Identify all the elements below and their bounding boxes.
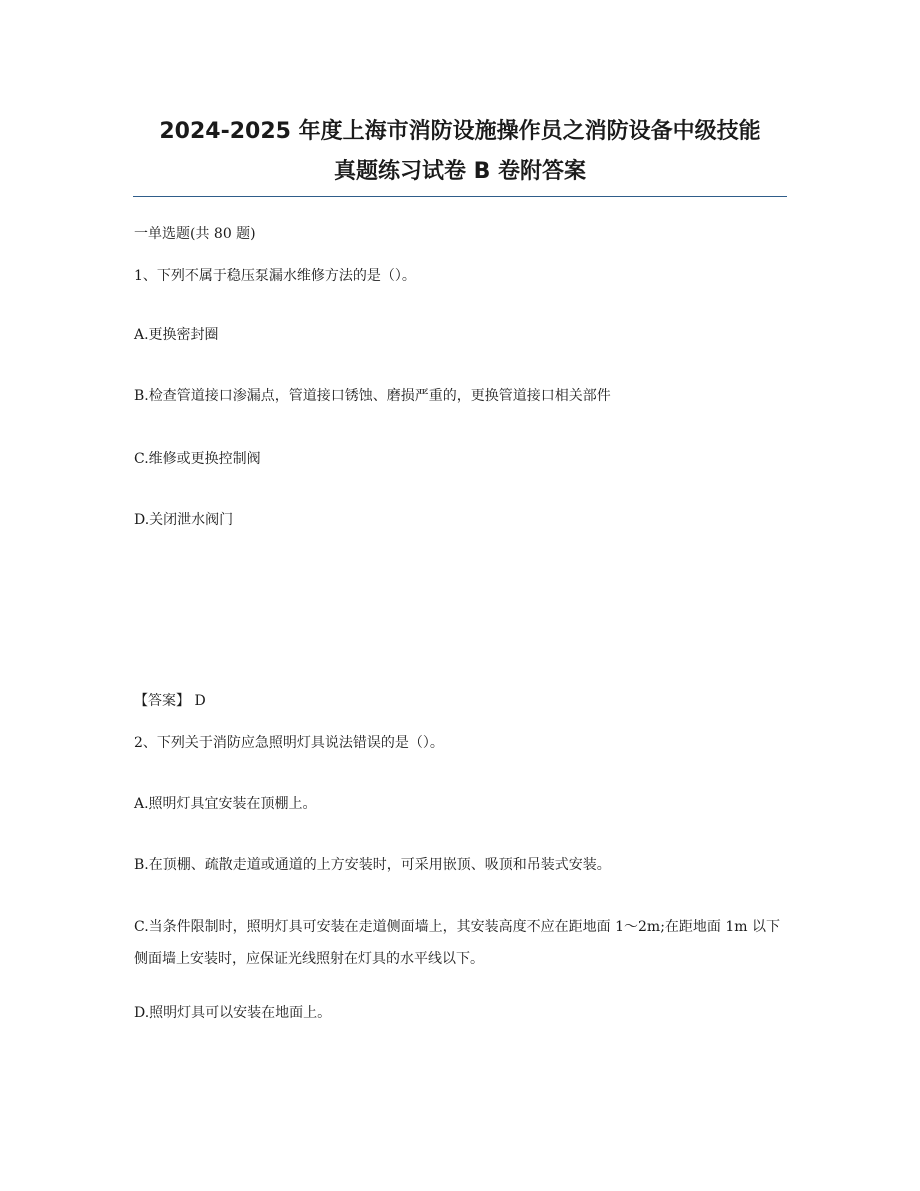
question-1-option-a: A.更换密封圈 — [134, 327, 219, 343]
question-2-option-a: A.照明灯具宜安装在顶棚上。 — [134, 796, 317, 812]
question-2-stem: 2、下列关于消防应急照明灯具说法错误的是（）。 — [134, 735, 444, 751]
question-2-option-b: B.在顶棚、疏散走道或通道的上方安装时，可采用嵌顶、吸顶和吊装式安装。 — [134, 857, 611, 873]
question-1-option-b: B.检查管道接口渗漏点，管道接口锈蚀、磨损严重的，更换管道接口相关部件 — [134, 388, 611, 404]
question-1-stem: 1、下列不属于稳压泵漏水维修方法的是（）。 — [134, 268, 416, 284]
page-title-line-1: 2024-2025 年度上海市消防设施操作员之消防设备中级技能 — [159, 119, 761, 144]
question-1-answer: 【答案】 D — [134, 693, 206, 709]
question-2-option-d: D.照明灯具可以安装在地面上。 — [134, 1005, 332, 1021]
page-title-line-2: 真题练习试卷 B 卷附答案 — [333, 159, 587, 184]
title-divider — [133, 196, 787, 197]
question-1-option-d: D.关闭泄水阀门 — [134, 512, 234, 528]
section-label: 一单选题(共 80 题) — [134, 226, 256, 242]
page-title — [110, 112, 810, 192]
question-2-option-c: C.当条件限制时，照明灯具可安装在走道侧面墙上，其安装高度不应在距地面 1～2m;在距地面 1m 以下侧面墙上安装时，应保证光线照射在灯具的水平线以下。 — [134, 919, 781, 967]
question-1-option-c: C.维修或更换控制阀 — [134, 451, 261, 467]
